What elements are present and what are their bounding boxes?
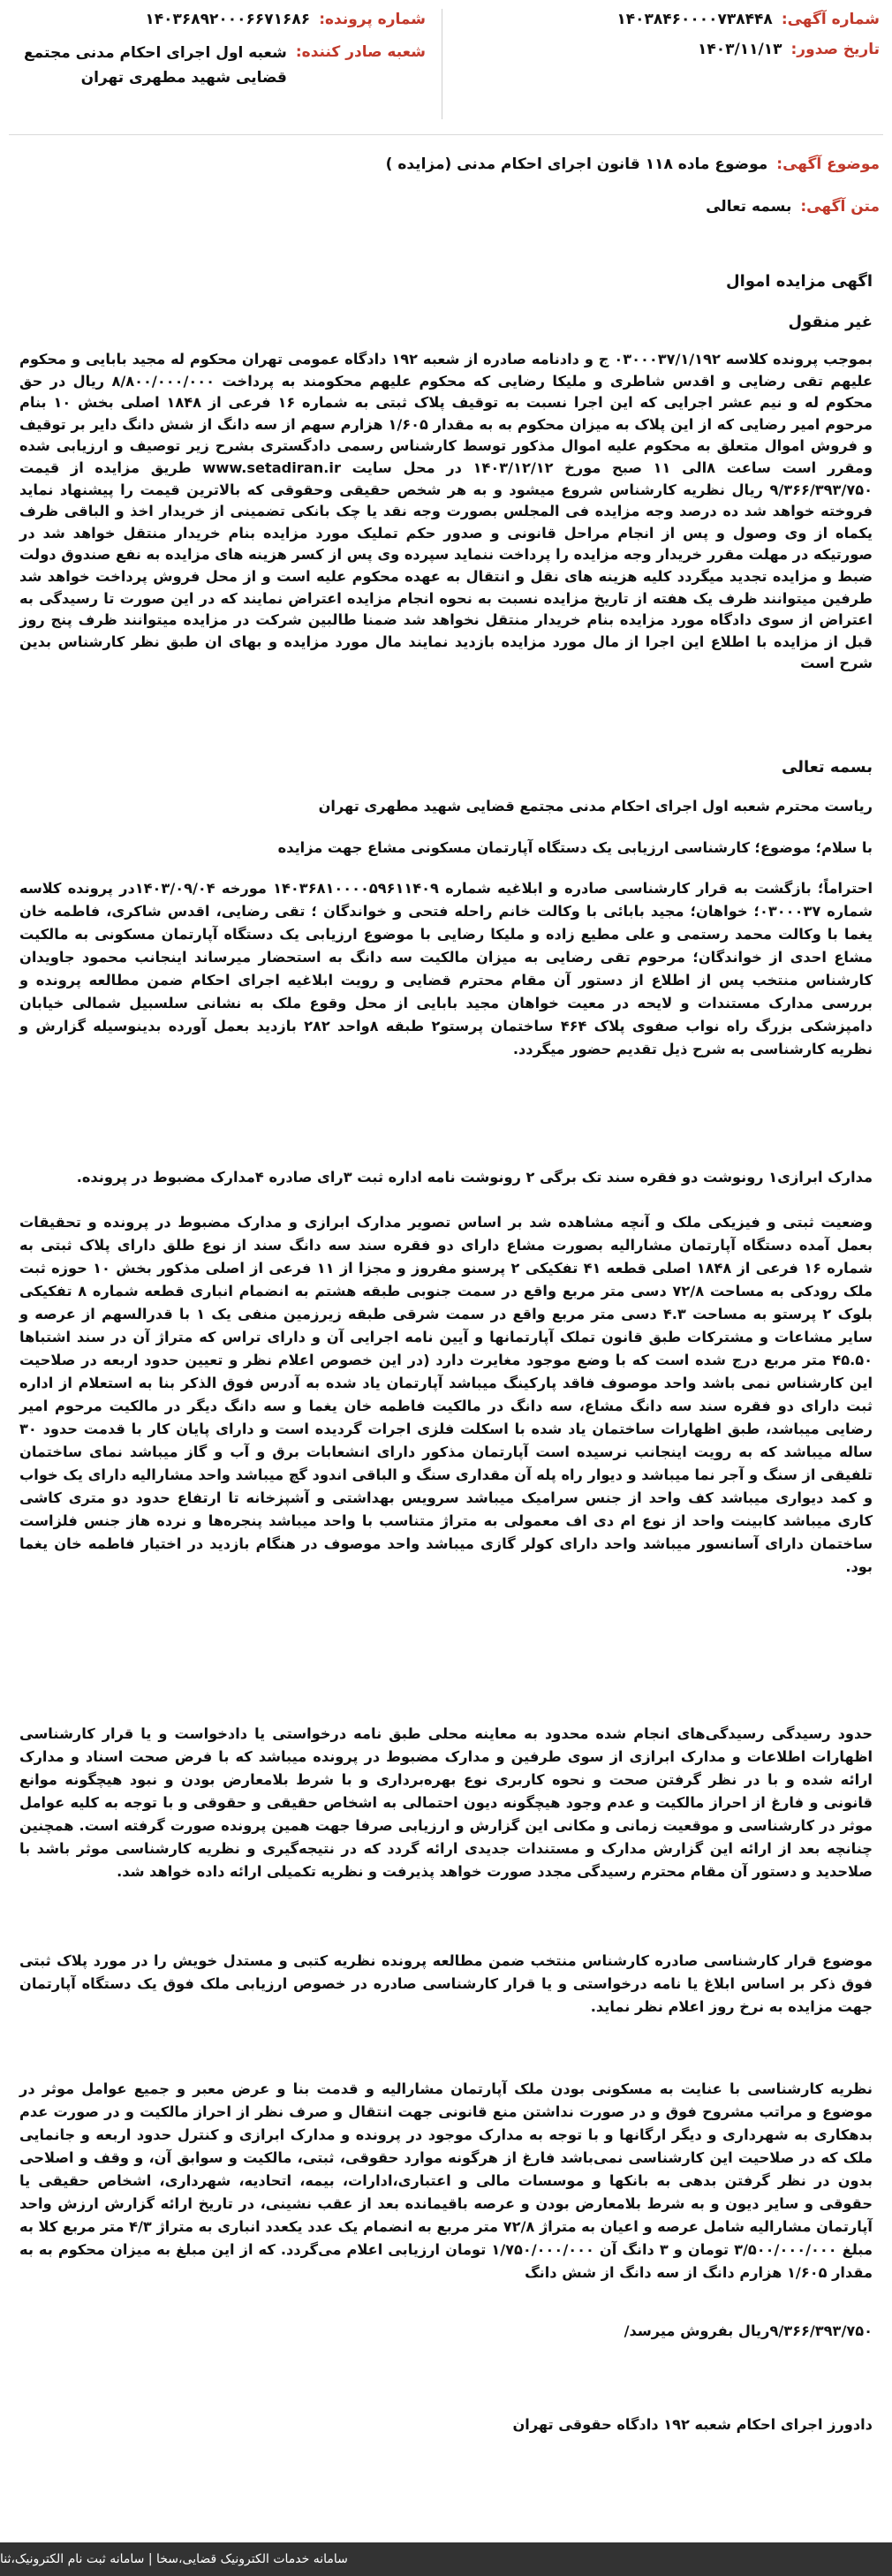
signature: دادورز اجرای احکام شعبه ۱۹۲ دادگاه حقوقی تهران [512,2416,873,2433]
subject-row [386,155,880,173]
submitted-documents: مدارک ابرازی۱ رونوشت دو فقره سند تک برگی ۲ رونوشت نامه اداره ثبت ۳رای صادره ۴مدارک مضبوط در پرونده. [76,1169,873,1186]
ad-number-row [616,11,880,28]
case-number-label: شماره پرونده: [319,11,426,28]
subject: موضوع ماده ۱۱۸ قانون اجرای احکام مدنی (مزایده ) [385,155,768,173]
body-label: متن آگهی: [800,198,880,216]
bismillah-heading: بسمه تعالی [782,758,873,777]
final-price: ۹/۳۶۶/۳۹۳/۷۵۰ریال بفروش میرسد/ [624,2322,873,2339]
issue-date-label: تاریخ صدور: [790,41,880,58]
ad-number: ۱۴۰۳۸۴۶۰۰۰۰۷۳۸۴۴۸ [616,11,773,28]
case-number: ۱۴۰۳۶۸۹۲۰۰۰۶۶۷۱۶۸۶ [145,11,311,28]
body-value: بسمه تعالی [706,198,792,216]
header-separator [9,134,883,135]
subject-label: موضوع آگهی: [776,155,880,173]
case-number-row [145,11,426,28]
body-label-row [706,198,880,216]
assignment-subject: موضوع قرار کارشناسی صادره کارشناس منتخب ضمن مطالعه پرونده نظریه کتبی و مستدل خویش را در مورد پلاک ثبتی فوق ذکر بر اساس ابلاغ یا نامه درخواستی و یا قرار کارشناسی صادره در خصوص ارزیابی ملک فوق یک دستگاه آپارتمان جهت مزایده به نرخ روز اعلام نظر نماید. [19,1952,873,2015]
auction-paragraph [19,349,873,675]
ad-title: اگهی مزایده اموال [726,272,873,291]
auction-text: بموجب پرونده کلاسه ۰۳۰۰۰۳۷/۱/۱۹۲ ج و دادنامه صادره از شعبه ۱۹۲ دادگاه عمومی تهران محکوم له مجید بابایی و محکوم علیهم تقی رضایی و اقدس شاطری و ملیکا رضایی که محکوم علیهم محکومند به پرداخت ۸/۸۰۰/۰۰۰/۰۰۰ ریال در حق محکوم له و نیم عشر اجرایی که این اجرا نسبت به توقیف پلاک ثبتی به شماره ۱۶ فرعی از ۱۸۴۸ اصلی بخش ۱۰ بنام مرحوم امیر رضایی که از این پلاک به میزان محکوم به به مقدار ۱/۶۰۵ هزارم سهم از سه دانگ از شش دانگ دایر بر توقیف و فروش اموال متعلق به محکوم علیه اموال مذکور توسط کارشناس رسمی دادگستری بشرح زیر توصیف و ارزیابی شده ومقرر است ساعت ۸الی ۱۱ صبح مورخ ۱۴۰۳/۱۲/۱۲ در محل سایت www.setadiran.ir طریق مزایده از قیمت ۹/۳۶۶/۳۹۳/۷۵۰ ریال نظریه کارشناس شروع میشود و به هر شخص حقیقی وحقوقی که بالاترین قیمت را پیشنهاد نماید فروخته خواهد شد ده درصد وجه مزایده فی المجلس بصورت وجه نقد یا چک بانکی تضمینی از خریدار اخذ و الباقی ظرف یکماه از وی وصول و پس از انجام مراحل قانونی و صدور حکم تملیک مورد مزایده بنام خریدار منتقل خواهد شد در صورتیکه در مهلت مقرر خریدار وجه مزایده را پرداخت ننماید سپرده وی پس از کسر هزینه های مزایده به نفع صندوق دولت ضبط و مزایده تجدید میگردد کلیه هزینه های نقل و انتقال به عهده محکوم علیه است و از محل فروش پرداخت خواهد شد طرفین میتوانند ظرف یک هفته از تاریخ مزایده نسبت به نحوه انجام مزایده اعتراض نمایند که در این صورت تا رسیدگی به اعتراض از سوی دادگاه مورد مزایده بنام خریدار منتقل نخواهد شد ضمنا طالبین شرکت در مزایده میتوانند ظرف پنج روز قبل از مزایده با اطلاع این اجرا از مال مورد مزایده بازدید نمایند مال مورد مزایده و بهای ان طبق نظر کارشناس بدین شرح است [19,351,873,672]
greeting-subject: با سلام؛ موضوع؛ کارشناسی ارزیابی یک دستگاه آپارتمان مسکونی مشاع جهت مزایده [277,839,873,856]
issue-date: ۱۴۰۳/۱۱/۱۳ [698,41,782,58]
expert-opinion: نظریه کارشناسی با عنایت به مسکونی بودن ملک آپارتمان مشارالیه و قدمت بنا و عرض معبر و جمیع عوامل موثر در موضوع و مراتب مشروح فوق و در صورت نداشتن منع قانونی جهت انتقال و صرف نظر از احراز مالکیت و در صورت عدم بدهکاری به شهرداری و دیگر ارگانها و با توجه به مدارک موجود در پرونده و مدارک ابرازی و کنترل حدود اربعه و جانمایی ملک که در صلاحیت این کارشناسی نمی‌باشد فارغ از هرگونه موارد حقوقی، ثبتی، مالکیت و سوابق آن، و وقف و اصلاحی بدون در نظر گرفتن بدهی به بانکها و موسسات مالی و اعتباری،ادارات، بیمه، اتحادیه، شهرداری، اشخاص حقیقی یا حقوقی و سایر دیون و به شرط بلامعارض بودن و عرصه باقیمانده بعد از عقب نشینی، در تاریخ ارائه گزارش ارزش واحد آپارتمان مشارالیه شامل عرصه و اعیان به متراژ ۷۲/۸ متر مربع به انضمام یک عدد یکعدد انباری به متراژ ۴/۳ متر مربع کلا به مبلغ ۳/۵۰۰/۰۰۰/۰۰۰ تومان و ۳ دانگ آن ۱/۷۵۰/۰۰۰/۰۰۰ تومان ارزیابی اعلام می‌گردد. که از این مبلغ به میزان محکوم به به مقدار ۱/۶۰۵ هزارم دانگ از سه دانگ از شش دانگ [19,2080,873,2281]
ad-subtitle: غیر منقول [788,313,873,331]
issue-date-row [698,41,880,58]
issuer-row [11,41,426,90]
issuer-label: شعبه صادر کننده: [295,43,426,61]
footer-text[interactable]: سامانه خدمات الکترونیک قضایی،سخا | سامانه ثبت نام الکترونیک،ثنا [0,2552,348,2566]
footer-bar [0,2542,892,2576]
ad-number-label: شماره آگهی: [781,11,880,28]
report-intro: احتراماً؛ بازگشت به قرار کارشناسی صادره و ابلاغیه شماره ۱۴۰۳۶۸۱۰۰۰۰۵۹۶۱۱۴۰۹ مورخه ۱۴۰۳/۰۹/۰۴در پرونده کلاسه شماره ۰۳۰۰۰۳۷؛ خواهان؛ مجید بابائی با وکالت خانم راحله فتحی و خواندگان ؛ تقی رضایی، اقدس شاکری، فاطمه خان یغما با وکالت محمد رستمی و علی مطیع زاده و ملیکا رضایی با موضوع ارزیابی یک دستگاه آپارتمان مسکونی به مالکیت مشاع احدی از خواندگان؛ مرحوم تقی رضایی به میزان مالکیت سه دانگ به استحضار میرساند اینجانب محمود جاویدان کارشناس منتخب پس از اطلاع از دستور آن مقام محترم قضایی و رویت ابلاغیه اجرای احکام ضمن مطالعه پرونده و بررسی مدارک مستندات و لایحه در معیت خواهان مجید بابایی از محل وقوع ملک به نشانی سلسبیل شمالی خیابان دامپزشکی بزرگ راه نواب صفوی پلاک ۴۶۴ ساختمان پرستو۲ طبقه ۸واحد ۲۸۲ بازدید بعمل آورده بدینوسیله گزارش و نظریه کارشناسی به شرح ذیل تقدیم حضور میگردد. [19,880,873,1057]
addressee: ریاست محترم شعبه اول اجرای احکام مدنی مجتمع قضایی شهید مطهری تهران [318,798,873,814]
property-status: وضعیت ثبتی و فیزیکی ملک و آنچه مشاهده شد بر اساس تصویر مدارک ابرازی و مدارک مضبوط در پرونده و تحقیقات بعمل آمده دستگاه آپارتمان مشارالیه بصورت مشاع دارای دو فقره سند سه دانگ سند از نوع طلق دارای پلاک ثبتی به شماره ۱۶ فرعی از ۱۸۴۸ اصلی قطعه ۴۱ تفکیکی ۲ پرسنو مفروز و مجزا از ۱۱ فرعی از اصلی مذکور بخش ۱۰ حوزه ثبت ملک رودکی به مساحت ۷۲/۸ دسی متر مربع واقع در سمت جنوبی طبقه هشتم به انضمام انباری قطعه شماره ۸ تفکیکی بلوک ۲ پرستو به مساحت ۴.۳ دسی متر مربع واقع در سمت شرقی طبقه زیرزمین منفی یک ۱ با قدرالسهم از عرصه و سایر مشاعات و مشترکات طبق قانون تملک آپارتمانها و آیین نامه اجرایی آن و دارای تراس که متراژ آن در سند اشتباها ۴۵.۵۰ متر مربع درج شده است که با وضع موجود مغایرت دارد (در این خصوص اعلام نظر و تعیین حدود اربعه در صلاحیت این کارشناس نمی باشد واحد موصوف فاقد پارکینگ میباشد آپارتمان یاد شده به آدرس فوق الذکر بنا به استعلام از اداره ثبت دارای دو فقره سند سه دانگ مشاع، سه دانگ در مالکیت فاطمه خان یغما و سه دانگ دیگر در مالکیت مرحوم امیر رضایی میباشد، طبق اظهارات ساختمان یاد شده با اسکلت فلزی اجرات گردیده است و دارای پایان کار با قدمت حدود ۳۰ ساله میباشد که به رویت اینجانب نرسیده است آپارتمان مذکور دارای انشعابات برق و آب و گاز میباشد نمای ساختمان تلفیقی از سنگ و آجر نما میباشد و دیوار راه پله آن مقداری سنگ و الباقی اندود گچ میباشد واحد مشارالیه دارای یک خواب و کمد دیواری میباشد کف واحد از جنس سرامیک میباشد سرویس بهداشتی و آشپزخانه تا ارتفاع حدود دو متری کاشی کاری میباشد کابینت واحد از نوع ام دی اف معمولی به متراژ متناسب با واحد میباشد پنجره‌ها و نرده هاز جنس فلزاست ساختمان دارای آسانسور میباشد واحد دارای کولر گازی میباشد واحد موصوف در هنگام بازدید در اختیار فاطمه خان یغما بود. [19,1214,873,1575]
issuer: شعبه اول اجرای احکام مدنی مجتمع قضایی شهید مطهری تهران [24,44,287,87]
review-scope: حدود رسیدگی رسیدگی‌های انجام شده محدود به معاینه محلی طبق نامه درخواستی یا دادخواست و یا قرار کارشناسی اظهارات اطلاعات و مدارک ابرازی از سوی طرفین و مدارک مضبوط در پرونده میباشد که با فرض صحت اسناد و مدارک ارائه شده و با در نظر گرفتن صحت و نحوه کاربری نوع بهره‌برداری و با شرط بلامعارض بودن و نبود هیچگونه موانع قانونی و فارغ از احراز مالکیت و عدم وجود هیچگونه دیون احتمالی به اشخاص حقیقی و حقوقی و با توجه به کلیه عوامل موثر در کارشناسی و موقعیت زمانی و مکانی این گزارش و ارزیابی صرفا جهت همین پرونده صورت گرفته است. همچنین چنانچه بعد از ارائه این گزارش مدارک و مستندات جدیدی ارائه گردد که در نتیجه‌گیری و نظریه کارشناسی موثر باشد با صلاحدید و دستور آن مقام محترم رسیدگی مجدد صورت خواهد پذیرفت و نظریه تکمیلی ارائه داده خواهد شد. [19,1725,873,1880]
